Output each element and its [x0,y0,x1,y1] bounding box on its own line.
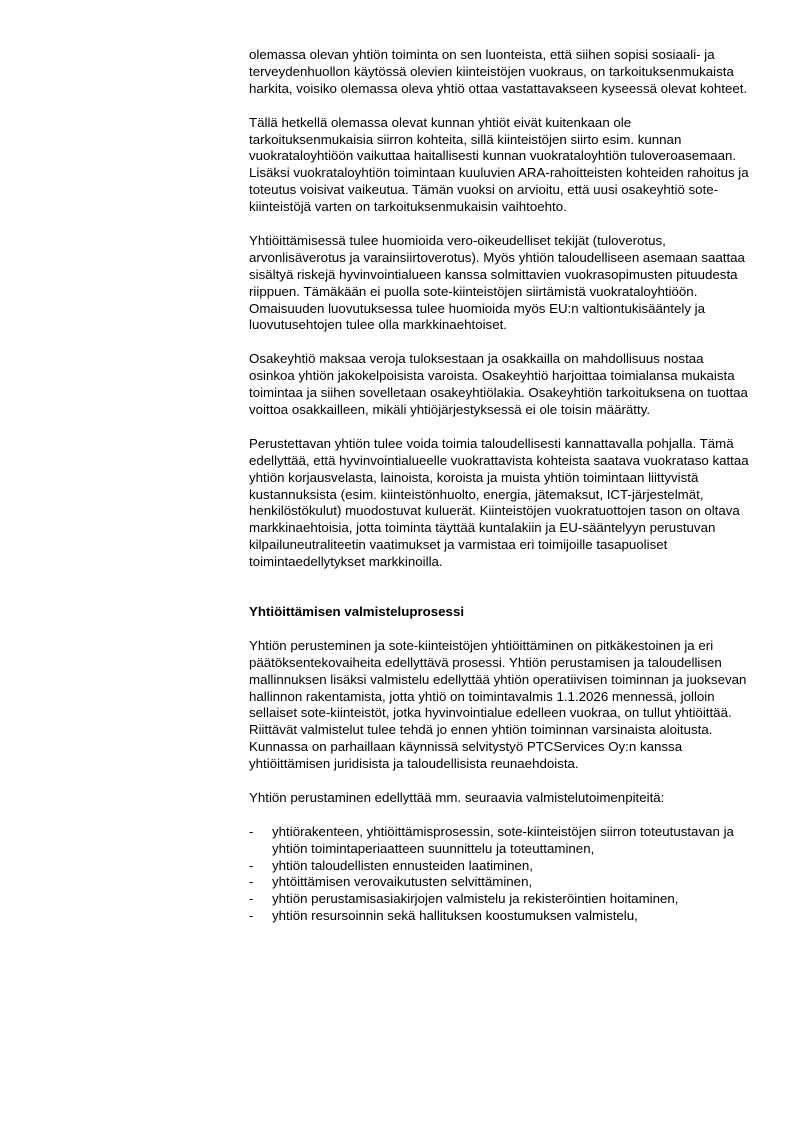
paragraph-tax-considerations: Yhtiöittämisessä tulee huomioida vero-oikeudelliset tekijät (tuloverotus, arvonlisäverotus ja varainsiirtoverotus). Myös yhtiön taloudelliseen asemaan saattaa sisältyä riskejä hyvinvointialueen kanssa solmittavien vuokrasopimusten pituudesta riippuen. Tämäkään ei puolla sote-kiinteistöjen siirtämistä vuokrataloyhtiöön. Omaisuuden luovutuksessa tulee huomioida myös EU:n valtiontukisääntely ja luovutusehtojen tulee olla markkinaehtoiset. [249,232,745,333]
list-dash: - [249,891,254,907]
document-page [249,47,749,925]
list-dash: - [249,823,254,839]
list-item [249,891,749,908]
list-dash: - [249,908,254,924]
paragraph-process: Yhtiön perusteminen ja sote-kiinteistöjen yhtiöittäminen on pitkäkestoinen ja eri päätöksentekovaiheita edellyttävä prosessi. Yhtiön perustamisen ja taloudellisen mallinnuksen lisäksi valmistelu edellyttää yhtiön operatiivisen toiminnan ja juoksevan hallinnon rakentamista, jotta yhtiö on toimintavalmis 1.1.2026 mennessä, jolloin sellaiset sote-kiinteistöt, jotka hyvinvointialue edelleen vuokraa, on tullut yhtiöittää. Riittävät valmistelut tulee tehdä jo ennen yhtiön toiminnan varsinaista aloitusta. Kunnassa on parhaillaan käynnissä selvitystyö PTCServices Oy:n kanssa yhtiöittämisen juridisista ja taloudellisista reunaehdoista. [249,637,747,772]
paragraph-limited-company: Osakeyhtiö maksaa veroja tuloksestaan ja osakkailla on mahdollisuus nostaa osinkoa yhtiön jakokelpoisista varoista. Osakeyhtiö harjoittaa toimialansa mukaista toimintaa ja siihen sovelletaan osakeyhtiölakia. Osakeyhtiön tarkoituksena on tuottaa voittoa osakkailleen, mikäli yhtiöjärjestyksessä ei ole toisin määrätty. [249,351,748,417]
paragraph-current-companies: Tällä hetkellä olemassa olevat kunnan yhtiöt eivät kuitenkaan ole tarkoituksenmukaisia siirron kohteita, sillä kiinteistöjen siirto esim. kunnan vuokrataloyhtiöön vaikuttaa haitallisesti kunnan vuokrataloyhtiön tuloveroasemaan. Lisäksi vuokrataloyhtiön toimintaan kuuluvien ARA-rahoitteisten kohteiden rahoitus ja toteutus voisivat vaikeutua. Tämän vuoksi on arvioitu, että uusi osakeyhtiö sote-kiinteistöjä varten on tarkoituksenmukaisin vaihtoehto. [249,114,749,215]
section-heading: Yhtiöittämisen valmisteluprosessi [249,604,465,620]
list-item-text: yhtöittämisen verovaikutusten selvittäminen, [272,874,533,890]
list-dash: - [249,857,254,873]
list-dash: - [249,874,254,890]
list-item [249,874,749,891]
preparation-list [249,824,749,925]
paragraph-intro: olemassa olevan yhtiön toiminta on sen luonteista, että siihen sopisi sosiaali- ja terveydenhuollon käytössä olevien kiinteistöjen vuokraus, on tarkoituksenmukaista harkita, voisiko olemassa oleva yhtiö ottaa vastattavakseen kyseessä olevat kohteet. [249,47,748,96]
paragraph-profitability: Perustettavan yhtiön tulee voida toimia taloudellisesti kannattavalla pohjalla. Tämä edellyttää, että hyvinvointialueelle vuokrattavista kohteista saatava vuokrataso kattaa yhtiön korjausvelasta, lainoista, koroista ja muista yhtiön toimintaan liittyvistä kustannuksista (esim. kiinteistönhuolto, energia, jätemaksut, ICT-järjestelmät, henkilöstökulut) muodostuvat kuluerät. Kiinteistöjen vuokratuottojen tason on oltava markkinaehtoisia, jotta toiminta täyttää kuntalakiin ja EU-sääntelyyn perustuvan kilpailuneutraliteetin vaatimukset ja varmistaa eri toimijoille tasapuoliset toimintaedellytykset markkinoilla. [249,435,749,570]
list-item-text: yhtiön taloudellisten ennusteiden laatiminen, [272,857,533,873]
list-item-text: yhtiön resursoinnin sekä hallituksen koostumuksen valmistelu, [272,908,638,924]
list-item-text: yhtiörakenteen, yhtiöittämisprosessin, sote-kiinteistöjen siirron toteutustavan ja yhtiön toimintaperiaatteen suunnittelu ja toteuttaminen, [272,823,734,856]
list-item [249,858,749,875]
paragraph-list-intro: Yhtiön perustaminen edellyttää mm. seuraavia valmistelutoimenpiteitä: [249,789,665,805]
list-item [249,908,749,925]
list-item [249,824,749,858]
list-item-text: yhtiön perustamisasiakirjojen valmistelu ja rekisteröintien hoitaminen, [272,891,679,907]
